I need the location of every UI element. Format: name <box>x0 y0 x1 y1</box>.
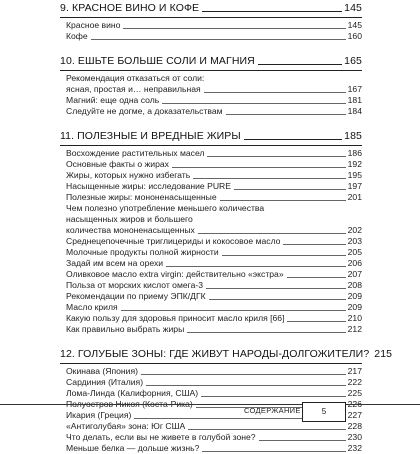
leader-line <box>201 396 346 397</box>
entry-title: Молочные продукты полной жирности <box>66 247 219 257</box>
leader-line <box>283 244 345 245</box>
entry-page: 217 <box>347 366 362 376</box>
entry-page: 206 <box>347 258 362 268</box>
entry-page: 160 <box>347 31 362 41</box>
entry-page: 195 <box>347 170 362 180</box>
leader-line <box>123 28 345 29</box>
toc-entry[interactable] <box>66 192 362 203</box>
toc-entry[interactable] <box>66 324 362 335</box>
entry-page: 207 <box>347 269 362 279</box>
toc-entry[interactable] <box>66 443 362 454</box>
leader-line <box>141 374 346 375</box>
entry-page: 205 <box>347 247 362 257</box>
chapter-title: 11. ПОЛЕЗНЫЕ И ВРЕДНЫЕ ЖИРЫ <box>60 130 241 142</box>
entry-page: 212 <box>347 324 362 334</box>
toc-entry[interactable] <box>66 421 362 432</box>
leader-line <box>204 92 346 93</box>
toc-entry[interactable] <box>66 95 362 106</box>
entry-title: «Антиголубая» зона: Юг США <box>66 421 186 431</box>
toc-entry[interactable] <box>66 269 362 280</box>
entry-title: Полуостров Никоя (Коста-Рика) <box>66 399 193 409</box>
entry-page: 209 <box>347 302 362 312</box>
divider <box>60 17 362 18</box>
toc-entry[interactable] <box>66 31 362 42</box>
chapter-title: 12. ГОЛУБЫЕ ЗОНЫ: ГДЕ ЖИВУТ НАРОДЫ-ДОЛГОЖИТЕЛИ? <box>60 348 370 360</box>
chapter-heading[interactable] <box>60 128 362 142</box>
toc-entry[interactable] <box>66 159 362 170</box>
toc-entry[interactable] <box>66 20 362 31</box>
entry-title: Кофе <box>66 31 88 41</box>
toc-entry[interactable] <box>66 73 362 84</box>
chapter-heading[interactable] <box>60 346 393 360</box>
leader-line <box>202 11 342 12</box>
toc-entry[interactable] <box>66 203 362 214</box>
entry-title: Магний: еще одна соль <box>66 95 160 105</box>
chapter-title: 9. КРАСНОЕ ВИНО И КОФЕ <box>60 2 200 14</box>
toc-entry[interactable] <box>66 366 362 377</box>
entry-page: 181 <box>347 95 362 105</box>
entry-page: 225 <box>347 388 362 398</box>
entry-title: Сардиния (Италия) <box>66 377 144 387</box>
divider <box>60 70 362 71</box>
footer-label: СОДЕРЖАНИЕ <box>244 406 301 415</box>
leader-line <box>193 178 345 179</box>
leader-line <box>91 39 346 40</box>
toc-entry[interactable] <box>66 302 362 313</box>
leader-line <box>198 233 346 234</box>
entry-title: Лома-Линда (Калифорния, США) <box>66 388 199 398</box>
chapter-page: 145 <box>344 2 362 14</box>
entry-page: 167 <box>347 84 362 94</box>
entry-page: 145 <box>347 20 362 30</box>
entry-title: Меньше белка — дольше жизнь? <box>66 443 200 453</box>
toc-entry[interactable] <box>66 313 362 324</box>
leader-line <box>226 114 346 115</box>
leader-line <box>166 266 346 267</box>
entry-page: 192 <box>347 159 362 169</box>
toc-entry[interactable] <box>66 280 362 291</box>
toc-entry[interactable] <box>66 377 362 388</box>
toc-entry[interactable] <box>66 388 362 399</box>
entry-title: насыщенных жиров и большего <box>66 214 193 224</box>
entry-page: 201 <box>347 192 362 202</box>
entry-title: Польза от морских кислот омега-3 <box>66 280 204 290</box>
entry-page: 197 <box>347 181 362 191</box>
page-number: 5 <box>302 402 346 422</box>
entry-title: Как правильно выбрать жиры <box>66 324 185 334</box>
entry-page: 186 <box>347 148 362 158</box>
entry-title: Что делать, если вы не живете в голубой зоне? <box>66 432 256 442</box>
toc-entry[interactable] <box>66 236 362 247</box>
entry-page: 227 <box>347 410 362 420</box>
entry-title: Задай им всем на орехи <box>66 258 164 268</box>
toc-entry[interactable] <box>66 432 362 443</box>
entry-title: Следуйте не догме, а доказательствам <box>66 106 223 116</box>
entry-page: 222 <box>347 377 362 387</box>
chapter-page: 165 <box>344 55 362 67</box>
entry-title: Окинава (Япония) <box>66 366 138 376</box>
toc-entry[interactable] <box>66 291 362 302</box>
leader-line <box>162 103 345 104</box>
chapter-11 <box>60 128 362 335</box>
leader-line <box>244 139 342 140</box>
table-of-contents <box>60 0 393 454</box>
entry-title: Полезные жиры: мононенасыщенные <box>66 192 217 202</box>
entry-page: 230 <box>347 432 362 442</box>
toc-entry[interactable] <box>66 170 362 181</box>
entry-title: Насыщенные жиры: исследование PURE <box>66 181 231 191</box>
leader-line <box>287 321 345 322</box>
chapter-10 <box>60 53 362 117</box>
entry-title: Масло криля <box>66 302 118 312</box>
entry-page: 228 <box>347 421 362 431</box>
entry-title: ясная, простая и… неправильная <box>66 84 201 94</box>
entry-title: Основные факты о жирах <box>66 159 169 169</box>
leader-line <box>121 310 346 311</box>
entry-page: 184 <box>347 106 362 116</box>
leader-line <box>202 451 345 452</box>
entry-title: Красное вино <box>66 20 121 30</box>
chapter-heading[interactable] <box>60 53 362 67</box>
leader-line <box>206 288 346 289</box>
leader-line <box>259 440 346 441</box>
leader-line <box>146 385 346 386</box>
entry-title: Жиры, которых нужно избегать <box>66 170 191 180</box>
entry-title: Оливковое масло extra virgin: действительно «экстра» <box>66 269 284 279</box>
entry-page: 209 <box>347 291 362 301</box>
toc-entry[interactable] <box>66 214 362 225</box>
toc-entry[interactable] <box>66 181 362 192</box>
leader-line <box>209 299 346 300</box>
toc-entry[interactable] <box>66 247 362 258</box>
toc-entry[interactable] <box>66 106 362 117</box>
leader-line <box>188 429 345 430</box>
entry-page: 210 <box>347 313 362 323</box>
footer-divider <box>0 404 420 405</box>
chapter-12 <box>60 346 393 454</box>
entry-page: 208 <box>347 280 362 290</box>
divider <box>60 363 362 364</box>
entry-title: Среднецепочечные триглицериды и кокосовое масло <box>66 236 281 246</box>
leader-line <box>234 189 346 190</box>
leader-line <box>207 156 345 157</box>
entry-title: Восхождение растительных масел <box>66 148 205 158</box>
chapter-9 <box>60 0 362 42</box>
entry-page: 203 <box>347 236 362 246</box>
entry-title: Икария (Греция) <box>66 410 132 420</box>
entry-page: 232 <box>347 443 362 453</box>
entry-title: Какую пользу для здоровья приносит масло криля [66] <box>66 313 285 323</box>
chapter-page: 185 <box>344 130 362 142</box>
entry-page: 226 <box>347 399 362 409</box>
entry-title: количества мононенасыщенных <box>66 225 195 235</box>
entry-title: Рекомендация отказаться от соли: <box>66 73 205 83</box>
entry-title: Чем полезно употребление меньшего количества <box>66 203 265 213</box>
chapter-title: 10. ЕШЬТЕ БОЛЬШЕ СОЛИ И МАГНИЯ <box>60 55 255 67</box>
leader-line <box>220 200 346 201</box>
toc-entry[interactable] <box>66 225 362 236</box>
entry-page: 202 <box>347 225 362 235</box>
toc-entry[interactable] <box>66 84 362 95</box>
leader-line <box>287 277 346 278</box>
divider <box>60 145 362 146</box>
chapter-page: 215 <box>374 348 393 360</box>
entry-title: Рекомендации по приему ЭПК/ДГК <box>66 291 206 301</box>
leader-line <box>222 255 346 256</box>
leader-line <box>258 64 342 65</box>
leader-line <box>172 167 346 168</box>
chapter-heading[interactable] <box>60 0 362 14</box>
leader-line <box>187 332 345 333</box>
toc-entry[interactable] <box>66 148 362 159</box>
toc-entry[interactable] <box>66 258 362 269</box>
